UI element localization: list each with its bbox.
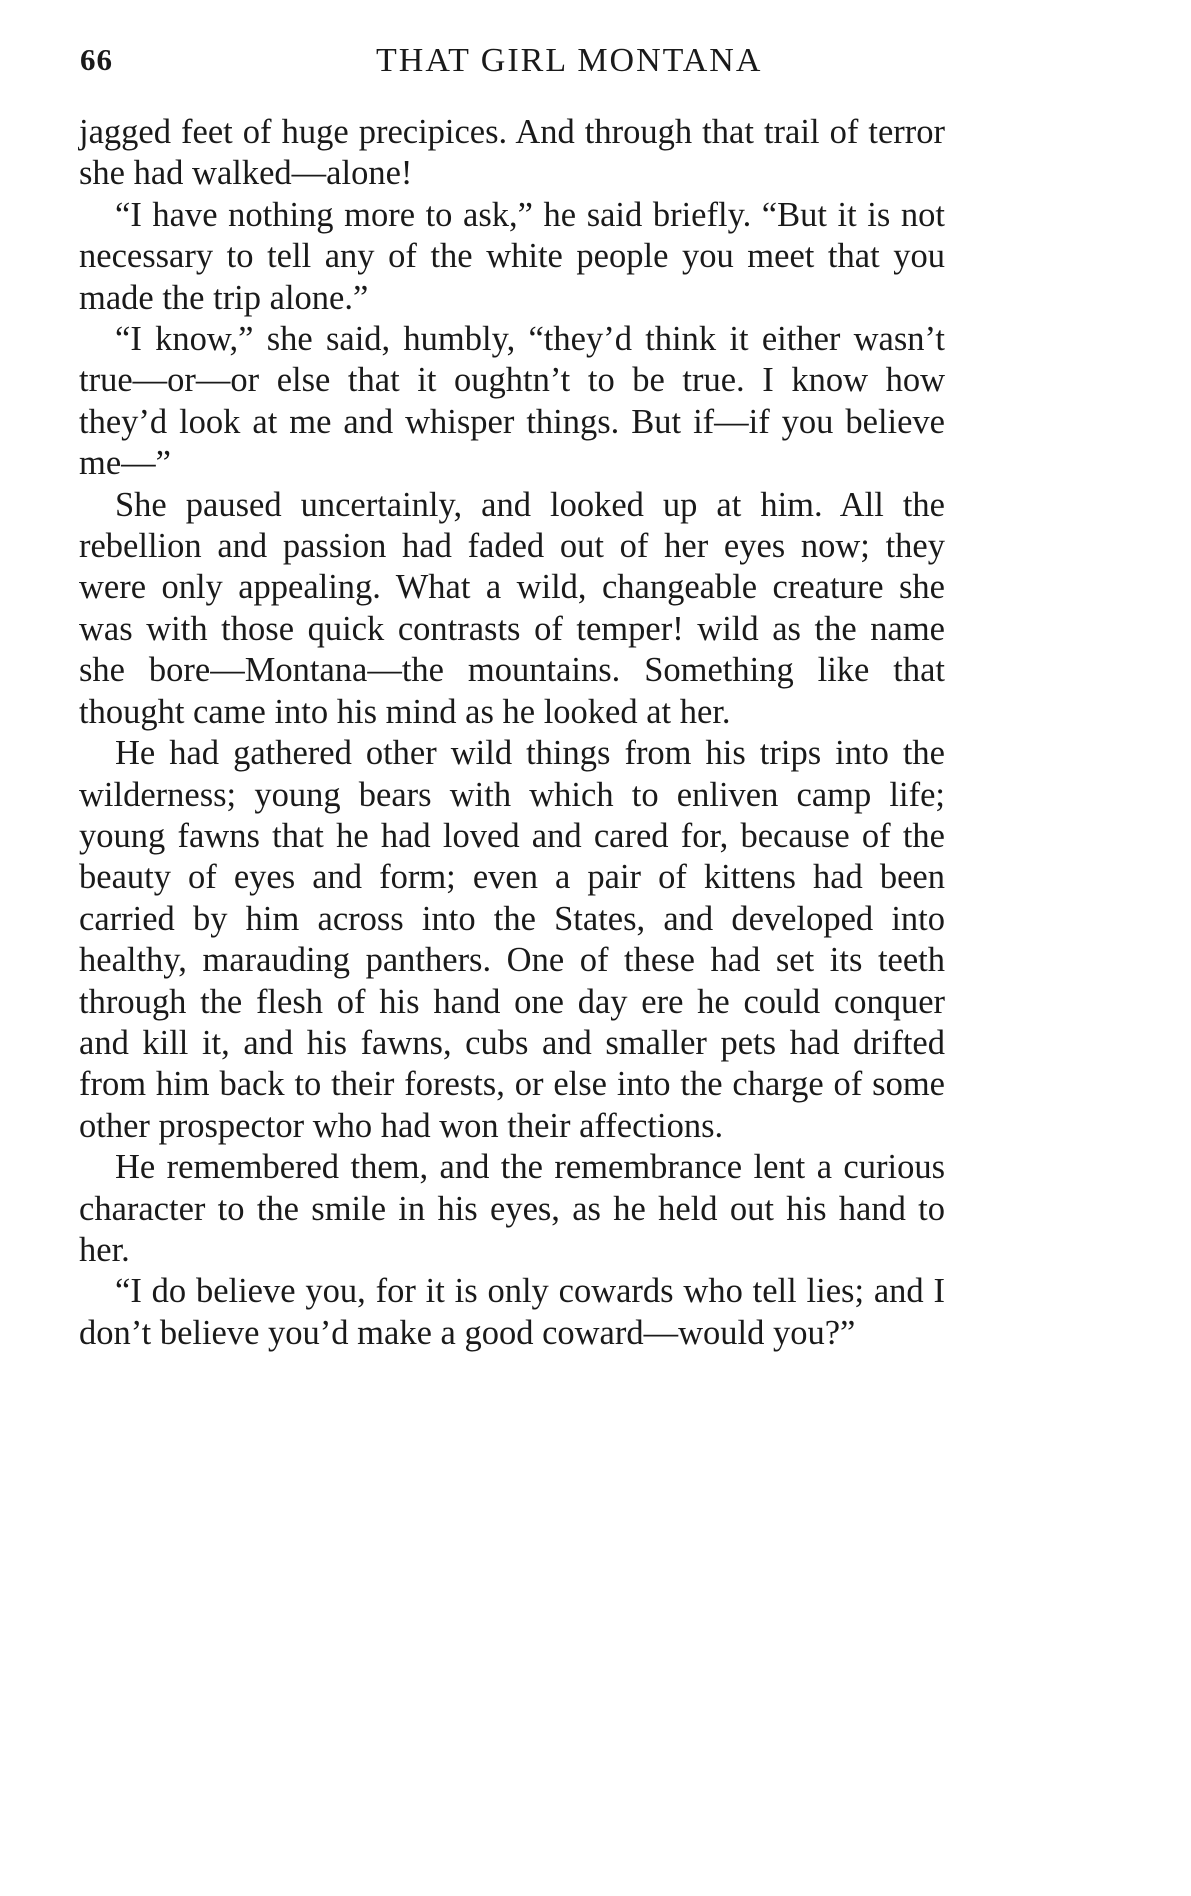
running-title: THAT GIRL MONTANA (376, 42, 763, 79)
paragraph-6: He remembered them, and the remembrance lent a curious character to the smile in his eyes, as he held out his hand to her. (79, 1148, 945, 1269)
page-number: 66 (80, 42, 113, 77)
paragraph-1: jagged feet of huge precipices. And through that trail of terror she had walked—alone! (79, 113, 945, 193)
paragraph-2: “I have nothing more to ask,” he said briefly. “But it is not necessary to tell any of the white people you meet that you made the trip alone.” (79, 195, 945, 317)
paragraph-4: She paused uncertainly, and looked up at him. All the rebellion and passion had faded out of her eyes now; they were only appealing. What a wild, changeable creature she was with those quick contrasts of temper! wild as the name she bore—Montana—the mountains. Something like that thought came into his mind as he looked at her. (79, 485, 945, 731)
paragraph-3: “I know,” she said, humbly, “they’d think it either wasn’t true—or—or else that it oughtn’t to be true. I know how they’d look at me and whisper things. But if—if you believe me—” (79, 320, 945, 483)
body-text (79, 112, 945, 1354)
running-header (80, 42, 950, 88)
paragraph-5: He had gathered other wild things from his trips into the wilderness; young bears with which to enliven camp life; young fawns that he had loved and cared for, because of the beauty of eyes and form; even a pair of kittens had been carried by him across into the States, and developed into healthy, marauding panthers. One of these had set its teeth through the flesh of his hand one day ere he could conquer and kill it, and his fawns, cubs and smaller pets had drifted from him back to their forests, or else into the charge of some other prospector who had won their affections. (79, 734, 945, 1145)
paragraph-7: “I do believe you, for it is only cowards who tell lies; and I don’t believe you’d make a good coward—would you?” (79, 1272, 945, 1352)
